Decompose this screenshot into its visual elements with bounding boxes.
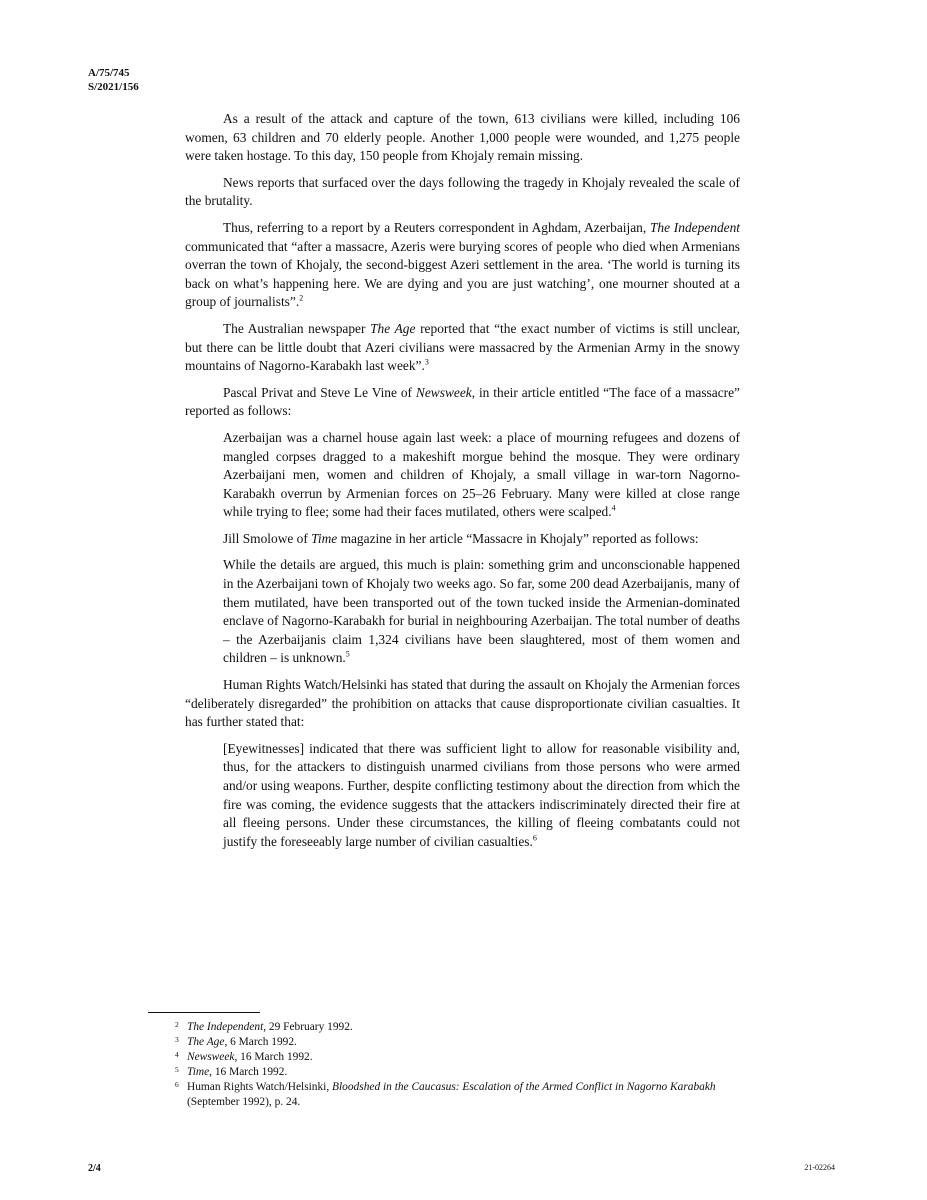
- footnote: [175, 1020, 735, 1035]
- text-span: , in their article entitled “The face of a massacre” reported as follows:: [185, 384, 740, 419]
- footnote: [175, 1035, 735, 1050]
- footnote-reference: 5: [345, 649, 350, 659]
- publication-name: The Independent: [649, 219, 740, 235]
- paragraph-casualties: As a result of the attack and capture of the town, 613 civilians were killed, including 106 women, 63 children and 70 elderly people. Another 1,000 people were wounded, and 1,275 people were taken hostage. To this day, 150 people from Khojaly remain missing.: [185, 111, 740, 164]
- footnote-text: , 16 March 1992.: [209, 1066, 288, 1078]
- paragraph-time: [185, 530, 740, 549]
- footnotes: [175, 1020, 735, 1110]
- footnote-title: The Independent: [187, 1021, 264, 1033]
- document-symbol: [88, 66, 139, 94]
- text-span: The Australian newspaper: [223, 320, 371, 336]
- quote-newsweek: [223, 429, 740, 522]
- footnote-divider: [148, 1012, 260, 1013]
- quote-human-rights-watch: [223, 740, 740, 852]
- footnote-reference: 4: [611, 503, 616, 513]
- paragraph-newsweek: [185, 384, 740, 421]
- text-span: Thus, referring to a report by a Reuters correspondent in Aghdam, Azerbaijan,: [223, 219, 650, 235]
- paragraph-the-age: [185, 320, 740, 376]
- footnote-title: Bloodshed in the Caucasus: Escalation of the Armed Conflict in Nagorno Karabakh: [332, 1081, 716, 1093]
- footnote-mark: 6: [175, 1080, 179, 1089]
- footnote-text: (September 1992), p. 24.: [187, 1096, 301, 1108]
- document-symbol-ga: A/75/745: [88, 67, 130, 79]
- document-symbol-sc: S/2021/156: [88, 81, 139, 93]
- text-span: communicated that “after a massacre, Azeris were burying scores of people who died when Armenians overran the town of Khojaly, the second-biggest Azeri settlement in the area. ‘The world is turning its back on what’s happening here. We are dying and you are just watching’, one mourner shouted at a group of journalists”.: [185, 238, 740, 310]
- footnote-mark: 2: [175, 1020, 179, 1029]
- publication-name: The Age: [370, 320, 416, 336]
- body-text: [185, 110, 740, 859]
- footnote-mark: 4: [175, 1050, 179, 1059]
- footnote-mark: 5: [175, 1065, 179, 1074]
- quote-time: [223, 556, 740, 668]
- footnote: [175, 1080, 735, 1110]
- text-span: magazine in her article “Massacre in Khojaly” reported as follows:: [337, 530, 699, 546]
- text-span: reported that “the exact number of victims is still unclear, but there can be little doubt that Azeri civilians were massacred by the Armenian Army in the snowy mountains of Nagorno-Karabakh last week”.: [185, 320, 740, 374]
- text-span: Jill Smolowe of: [223, 530, 312, 546]
- footnote-reference: 3: [424, 357, 429, 367]
- footnote-reference: 2: [299, 293, 304, 303]
- footnote-title: The Age: [187, 1036, 225, 1048]
- page-number: 2/4: [88, 1163, 101, 1174]
- paragraph-news-reports: News reports that surfaced over the days following the tragedy in Khojaly revealed the scale of the brutality.: [185, 174, 740, 209]
- quote-text: Azerbaijan was a charnel house again last week: a place of mourning refugees and dozens of mangled corpses dragged to a makeshift morgue behind the mosque. They were ordinary Azerbaijani men, women and children of Khojaly, a small village in war-torn Nagorno-Karabakh overrun by Armenian forces on 25–26 February. Many were killed at close range while trying to flee; some had their faces mutilated, others were scalped.: [223, 429, 740, 520]
- footnote-reference: 6: [532, 833, 537, 843]
- footnote-mark: 3: [175, 1035, 179, 1044]
- quote-text: While the details are argued, this much is plain: something grim and unconscionable happened in the Azerbaijani town of Khojaly two weeks ago. So far, some 200 dead Azerbaijanis, many of them mutilated, have been transported out of the town tucked inside the Armenian-dominated enclave of Nagorno-Karabakh for burial in neighbouring Azerbaijan. The total number of deaths – the Azerbaijanis claim 1,324 civilians have been slaughtered, most of them women and children – is unknown.: [223, 557, 740, 666]
- paragraph-independent: [185, 219, 740, 312]
- job-number: 21-02264: [804, 1163, 835, 1172]
- footnote-text: , 6 March 1992.: [224, 1036, 297, 1048]
- footnote-text: , 16 March 1992.: [234, 1051, 313, 1063]
- footnote-text: , 29 February 1992.: [263, 1021, 353, 1033]
- footnote-title: Time: [187, 1066, 210, 1078]
- text-span: Pascal Privat and Steve Le Vine of: [223, 384, 416, 400]
- publication-name: Newsweek: [415, 384, 472, 400]
- paragraph-human-rights-watch: Human Rights Watch/Helsinki has stated that during the assault on Khojaly the Armenian forces “deliberately disregarded” the prohibition on attacks that cause disproportionate civilian casualties. It has further stated that:: [185, 677, 740, 730]
- footnote-text: Human Rights Watch/Helsinki,: [187, 1081, 333, 1093]
- publication-name: Time: [311, 530, 338, 546]
- footnote: [175, 1050, 735, 1065]
- quote-text: [Eyewitnesses] indicated that there was sufficient light to allow for reasonable visibility and, thus, for the attackers to distinguish unarmed civilians from those persons who were armed and/or using weapons. Further, despite conflicting testimony about the direction from which the fire was coming, the evidence suggests that the attackers indiscriminately directed their fire at all fleeing persons. Under these circumstances, the killing of fleeing combatants could not justify the foreseeably large number of civilian casualties.: [223, 740, 740, 849]
- footnote-title: Newsweek: [187, 1051, 235, 1063]
- footnote: [175, 1065, 735, 1080]
